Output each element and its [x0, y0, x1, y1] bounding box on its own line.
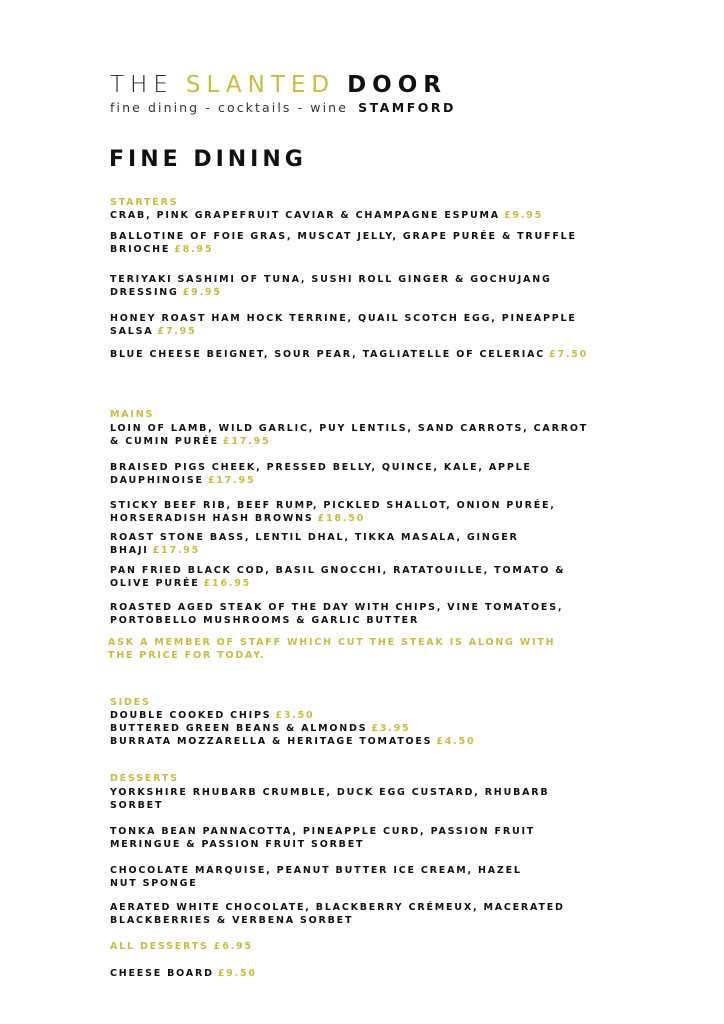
item-name: CHEESE BOARD: [110, 968, 214, 979]
menu-item-main-6: [110, 601, 590, 627]
menu-item-side-1: [110, 709, 590, 722]
menu-item-starter-4: [110, 312, 590, 338]
menu-item-main-1: [110, 422, 590, 448]
menu-item-cheese-board: [110, 967, 590, 980]
menu-item-starter-3: [110, 273, 590, 299]
item-name: YORKSHIRE RHUBARB CRUMBLE, DUCK EGG CUSTARD, RHUBARB SORBET: [110, 787, 550, 811]
item-price: £7.95: [157, 326, 197, 337]
menu-item-dessert-1: [110, 786, 550, 812]
menu-item-side-2: [110, 722, 590, 735]
menu-item-side-3: [110, 735, 590, 748]
logo-word-door: DOOR: [347, 72, 447, 98]
section-label-sides: SIDES: [110, 697, 151, 708]
item-price: £9.95: [182, 287, 222, 298]
item-price: £3.95: [371, 723, 411, 734]
item-name: BUTTERED GREEN BEANS & ALMONDS: [110, 723, 368, 734]
item-price: £8.95: [174, 244, 214, 255]
logo-word-the: THE: [110, 72, 174, 98]
page-title: FINE DINING: [109, 147, 307, 172]
steak-price-note: ASK A MEMBER OF STAFF WHICH CUT THE STEAK IS ALONG WITH THE PRICE FOR TODAY.: [108, 637, 556, 661]
item-price: £9.95: [503, 210, 543, 221]
logo-tagline: fine dining - cocktails - wine: [110, 100, 348, 115]
menu-item-main-2: [110, 461, 590, 487]
menu-item-main-5: [110, 564, 590, 590]
item-price: £7.50: [549, 349, 589, 360]
section-label-desserts: DESSERTS: [110, 773, 179, 784]
item-name: ROASTED AGED STEAK OF THE DAY WITH CHIPS, VINE TOMATOES, PORTOBELLO MUSHROOMS & GARLIC BUTTER: [110, 602, 564, 626]
menu-item-dessert-4: [110, 901, 570, 927]
item-name: BALLOTINE OF FOIE GRAS, MUSCAT JELLY, GRAPE PURÉE & TRUFFLE BRIOCHE: [110, 231, 577, 255]
item-price: £17.95: [222, 436, 271, 447]
item-name: ROAST STONE BASS, LENTIL DHAL, TIKKA MASALA, GINGER BHAJI: [110, 532, 519, 556]
menu-item-starter-1: [110, 209, 590, 222]
item-name: TONKA BEAN PANNACOTTA, PINEAPPLE CURD, PASSION FRUIT MERINGUE & PASSION FRUIT SORBET: [110, 826, 536, 850]
menu-item-starter-2: [110, 230, 590, 256]
item-name: BRAISED PIGS CHEEK, PRESSED BELLY, QUINCE, KALE, APPLE DAUPHINOISE: [110, 462, 532, 486]
item-name: DOUBLE COOKED CHIPS: [110, 710, 272, 721]
logo-word-slanted: SLANTED: [185, 72, 336, 98]
all-desserts-price: ALL DESSERTS £6.95: [110, 941, 253, 952]
item-price: £17.95: [207, 475, 256, 486]
logo-location: STAMFORD: [358, 100, 456, 115]
item-name: BLUE CHEESE BEIGNET, SOUR PEAR, TAGLIATELLE OF CELERIAC: [110, 349, 546, 360]
item-name: BURRATA MOZZARELLA & HERITAGE TOMATOES: [110, 736, 433, 747]
item-name: TERIYAKI SASHIMI OF TUNA, SUSHI ROLL GINGER & GOCHUJANG DRESSING: [110, 274, 552, 298]
item-name: CHOCOLATE MARQUISE, PEANUT BUTTER ICE CREAM, HAZEL NUT SPONGE: [110, 865, 522, 889]
item-name: CRAB, PINK GRAPEFRUIT CAVIAR & CHAMPAGNE ESPUMA: [110, 210, 500, 221]
item-name: HONEY ROAST HAM HOCK TERRINE, QUAIL SCOTCH EGG, PINEAPPLE SALSA: [110, 313, 577, 337]
menu-item-main-4: [110, 531, 590, 557]
item-price: £4.50: [436, 736, 476, 747]
section-label-starters: STARTERS: [110, 197, 179, 208]
item-price: £16.95: [203, 578, 252, 589]
item-price: £18.50: [317, 513, 366, 524]
item-name: STICKY BEEF RIB, BEEF RUMP, PICKLED SHALLOT, ONION PURÉE, HORSERADISH HASH BROWNS: [110, 500, 556, 524]
menu-item-dessert-2: [110, 825, 550, 851]
section-label-mains: MAINS: [110, 409, 155, 420]
menu-item-starter-5: [110, 348, 610, 361]
item-price: £3.50: [275, 710, 315, 721]
menu-item-main-3: [110, 499, 590, 525]
item-name: PAN FRIED BLACK COD, BASIL GNOCCHI, RATATOUILLE, TOMATO & OLIVE PURÉE: [110, 565, 566, 589]
item-name: LOIN OF LAMB, WILD GARLIC, PUY LENTILS, SAND CARROTS, CARROT & CUMIN PURÉE: [110, 423, 588, 447]
item-name: AERATED WHITE CHOCOLATE, BLACKBERRY CRÉMEUX, MACERATED BLACKBERRIES & VERBENA SORBET: [110, 902, 565, 926]
restaurant-logo: [110, 72, 456, 115]
menu-item-dessert-3: [110, 864, 550, 890]
item-price: £17.95: [152, 545, 201, 556]
item-price: £9.50: [217, 968, 257, 979]
